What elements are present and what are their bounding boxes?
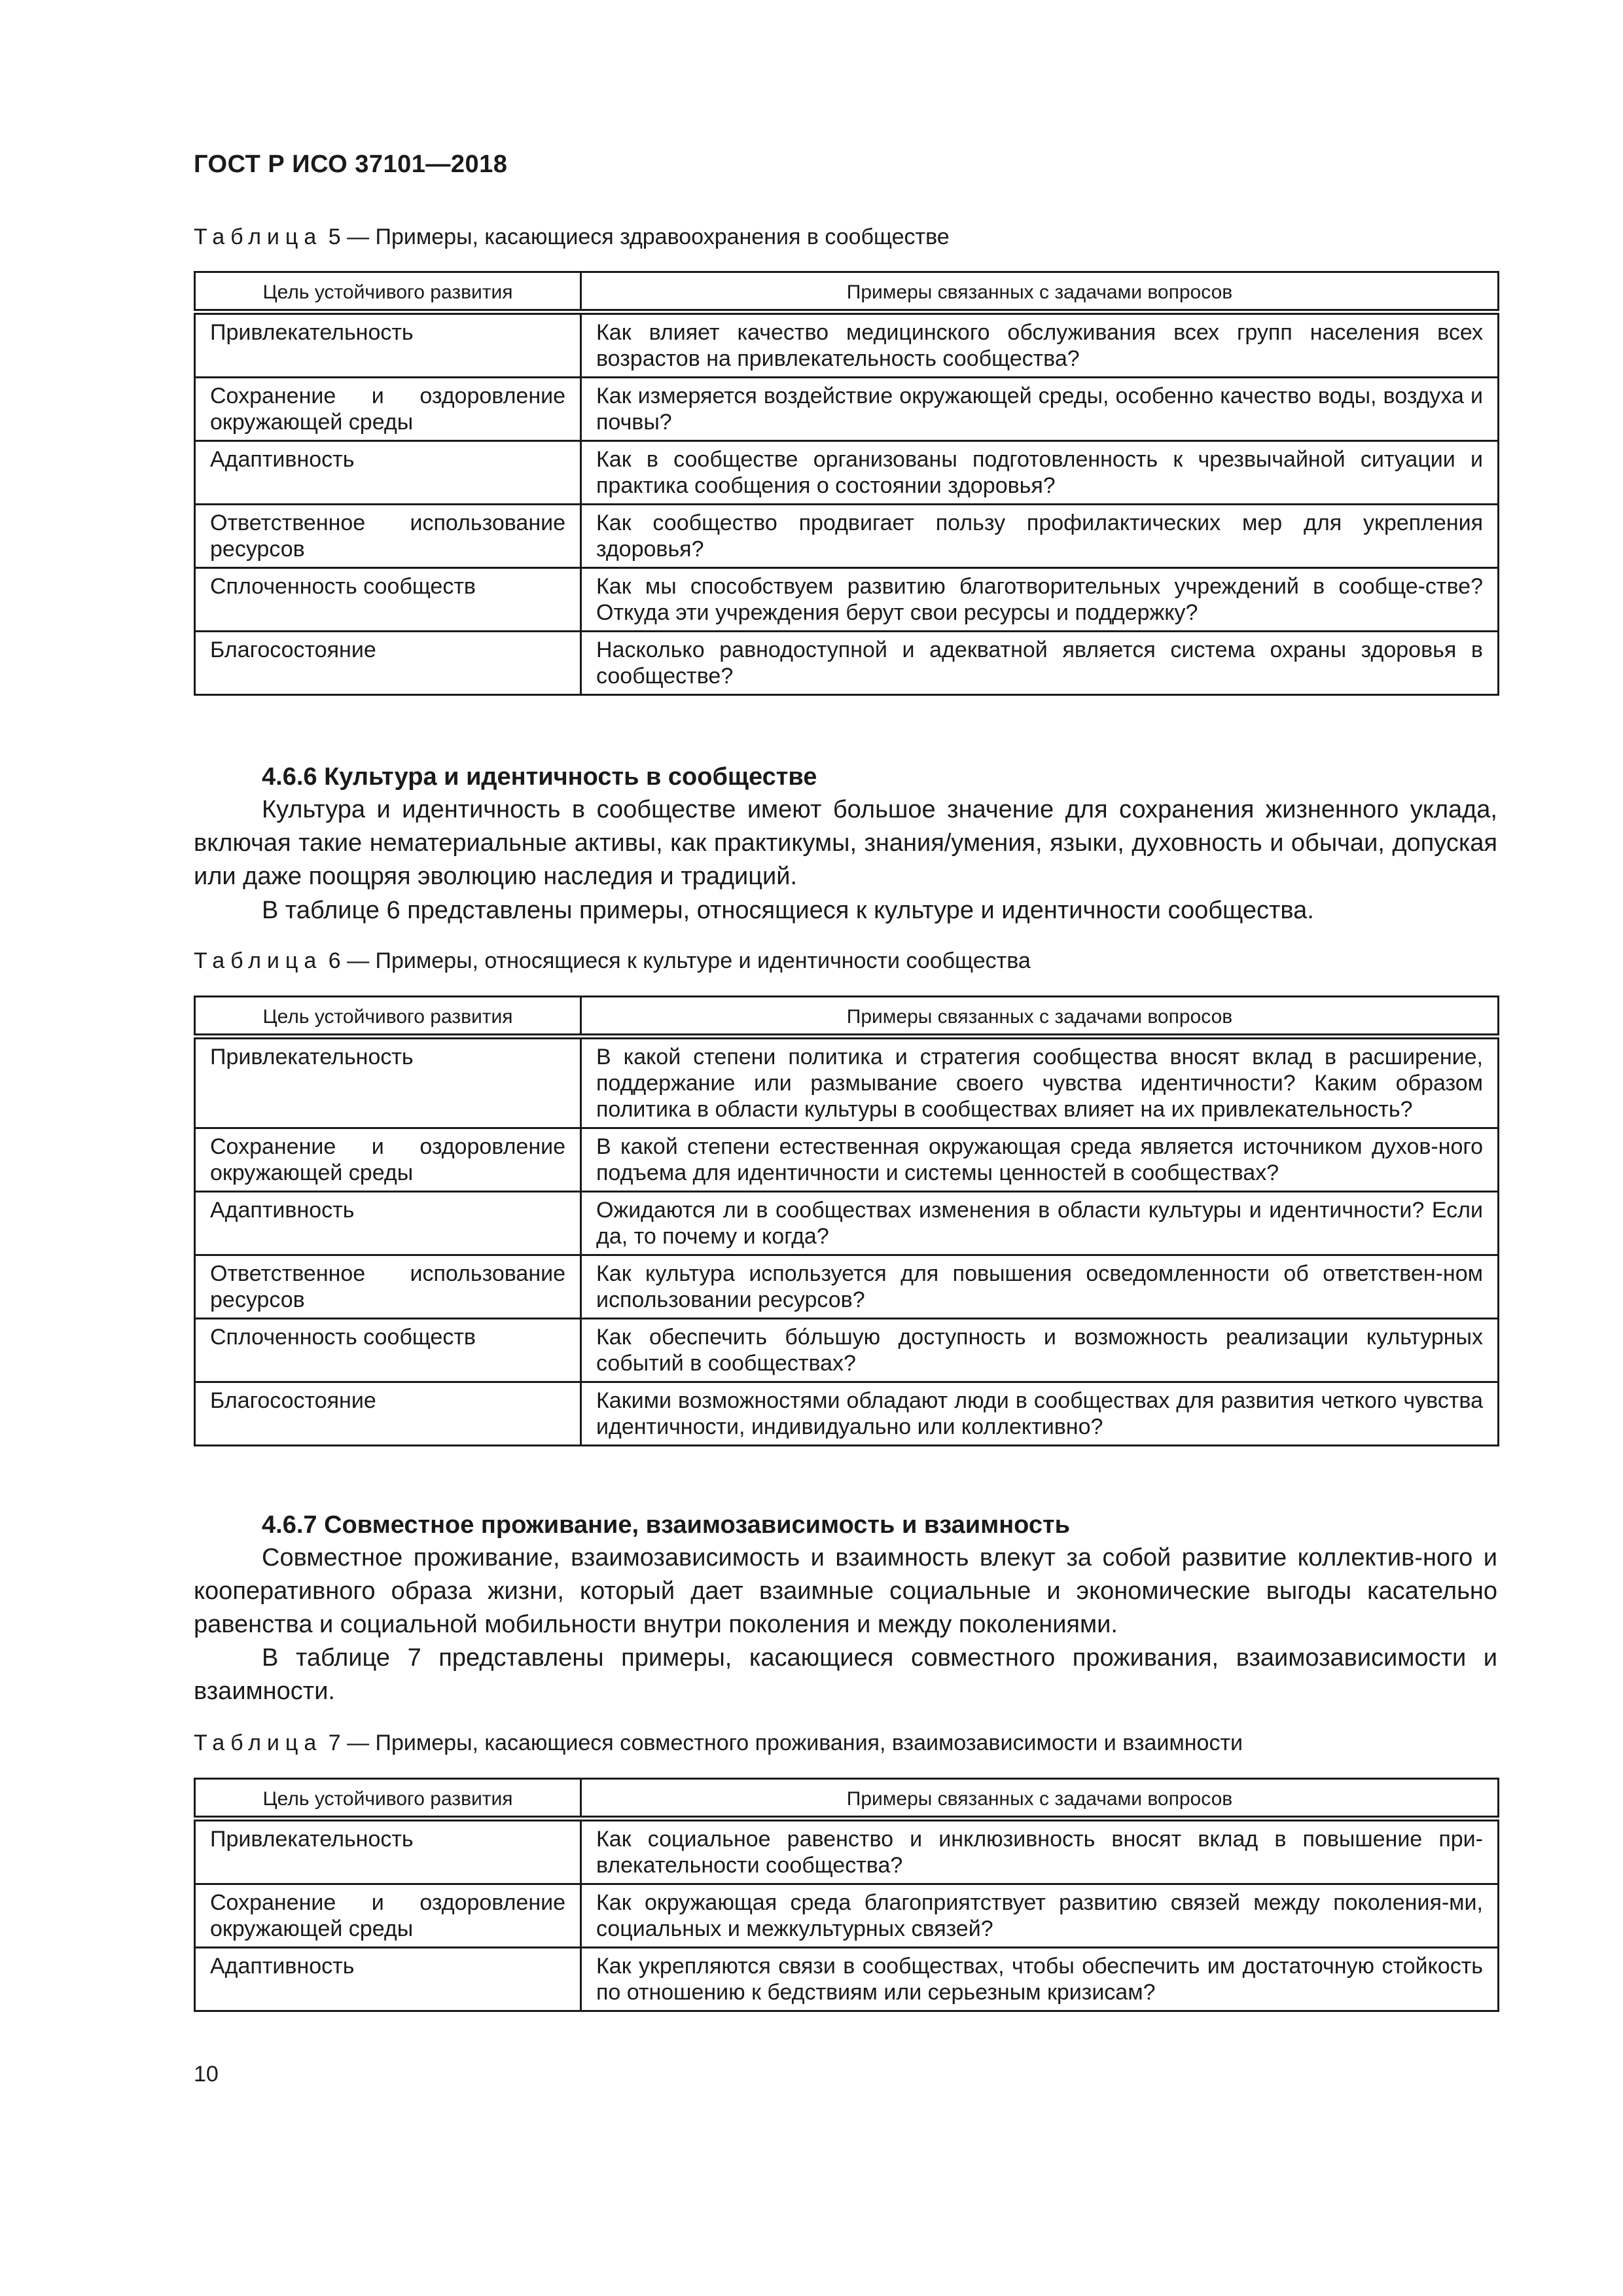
table-row — [195, 378, 1499, 441]
question-cell: Какими возможностями обладают люди в сообществах для развития четкого чувства идентичности, индивидуально или коллективно? — [581, 1382, 1499, 1446]
table-row — [195, 441, 1499, 505]
table-5 — [194, 271, 1499, 696]
section-4-6-6-paragraph-1: Культура и идентичность в сообществе имеют большое значение для сохранения жизненного уклада, включая такие нематериальные активы, как практикумы, знания/умения, языки, духовность и обычаи, допуская или даже поощряя эволюцию наследия и традиций. — [194, 796, 1497, 890]
question-cell: Как сообщество продвигает пользу профилактических мер для укрепления здоровья? — [581, 505, 1499, 568]
goal-cell: Сохранение и оздоровление окружающей среды — [195, 1884, 581, 1948]
question-cell: В какой степени политика и стратегия сообщества вносят вклад в расширение, поддержание или размывание своего чувства идентичности? Каким образом политика в области культуры в сообществах влияет на их привлекательность? — [581, 1037, 1499, 1128]
table-row — [195, 1382, 1499, 1446]
table-row — [195, 1255, 1499, 1319]
table-header-row — [195, 1779, 1499, 1819]
table-6-caption-word: Таблица — [194, 948, 323, 973]
question-cell: Как социальное равенство и инклюзивность вносят вклад в повышение при-влекательности сообщества? — [581, 1819, 1499, 1884]
column-header-examples: Примеры связанных с задачами вопросов — [581, 997, 1499, 1037]
table-7 — [194, 1778, 1499, 2012]
question-cell: В какой степени естественная окружающая среда является источником духов-ного подъема для идентичности и системы ценностей в сообществах? — [581, 1128, 1499, 1192]
table-5-caption-word: Таблица — [194, 224, 323, 249]
column-header-examples: Примеры связанных с задачами вопросов — [581, 272, 1499, 312]
section-4-6-7-paragraph-1: Совместное проживание, взаимозависимость и взаимность влекут за собой развитие коллектив-ного и кооперативного образа жизни, который дает взаимные социальные и экономические выгоды касательно равенства и социальной мобильности внутри поколения и между поколениями. — [194, 1544, 1497, 1638]
question-cell: Как культура используется для повышения осведомленности об ответствен-ном использовании ресурсов? — [581, 1255, 1499, 1319]
section-4-6-7-heading: 4.6.7 Совместное проживание, взаимозависимость и взаимность — [262, 1511, 1070, 1539]
goal-cell: Ответственное использование ресурсов — [195, 1255, 581, 1319]
question-cell: Как окружающая среда благоприятствует развитию связей между поколения-ми, социальных и межкультурных связей? — [581, 1884, 1499, 1948]
table-row — [195, 568, 1499, 632]
table-row — [195, 1948, 1499, 2011]
table-5-caption-text: 5 — Примеры, касающиеся здравоохранения в сообществе — [322, 224, 950, 249]
question-cell: Как измеряется воздействие окружающей среды, особенно качество воды, воздуха и почвы? — [581, 378, 1499, 441]
table-7-caption-word: Таблица — [194, 1731, 323, 1755]
question-cell: Как обеспечить бо́льшую доступность и возможность реализации культурных событий в сообществах? — [581, 1319, 1499, 1382]
table-row — [195, 1319, 1499, 1382]
column-header-goal: Цель устойчивого развития — [195, 997, 581, 1037]
goal-cell: Благосостояние — [195, 632, 581, 695]
table-row — [195, 312, 1499, 378]
table-5-caption — [194, 224, 950, 250]
goal-cell: Привлекательность — [195, 1037, 581, 1128]
question-cell: Как укрепляются связи в сообществах, чтобы обеспечить им достаточную стойкость по отношению к бедствиям или серьезным кризисам? — [581, 1948, 1499, 2011]
column-header-examples: Примеры связанных с задачами вопросов — [581, 1779, 1499, 1819]
table-row — [195, 1037, 1499, 1128]
question-cell: Ожидаются ли в сообществах изменения в области культуры и идентичности? Если да, то почему и когда? — [581, 1192, 1499, 1255]
goal-cell: Привлекательность — [195, 312, 581, 378]
question-cell: Как влияет качество медицинского обслуживания всех групп населения всех возрастов на привлекательность сообщества? — [581, 312, 1499, 378]
question-cell: Как мы способствуем развитию благотворительных учреждений в сообще-стве? Откуда эти учреждения берут свои ресурсы и поддержку? — [581, 568, 1499, 632]
goal-cell: Ответственное использование ресурсов — [195, 505, 581, 568]
table-header-row — [195, 272, 1499, 312]
goal-cell: Адаптивность — [195, 1192, 581, 1255]
question-cell: Насколько равнодоступной и адекватной является система охраны здоровья в сообществе? — [581, 632, 1499, 695]
question-cell: Как в сообществе организованы подготовленность к чрезвычайной ситуации и практика сообщения о состоянии здоровья? — [581, 441, 1499, 505]
table-7-caption — [194, 1730, 1243, 1756]
table-row — [195, 505, 1499, 568]
table-6-caption-text: 6 — Примеры, относящиеся к культуре и идентичности сообщества — [322, 948, 1031, 973]
goal-cell: Благосостояние — [195, 1382, 581, 1446]
section-4-6-6-paragraph-2: В таблице 6 представлены примеры, относящиеся к культуре и идентичности сообщества. — [262, 897, 1314, 924]
goal-cell: Сохранение и оздоровление окружающей среды — [195, 1128, 581, 1192]
section-4-6-6-heading: 4.6.6 Культура и идентичность в сообществе — [262, 763, 817, 791]
table-6 — [194, 996, 1499, 1446]
goal-cell: Сплоченность сообществ — [195, 568, 581, 632]
goal-cell: Привлекательность — [195, 1819, 581, 1884]
goal-cell: Сохранение и оздоровление окружающей среды — [195, 378, 581, 441]
table-6-caption — [194, 948, 1031, 974]
table-header-row — [195, 997, 1499, 1037]
table-row — [195, 1192, 1499, 1255]
goal-cell: Адаптивность — [195, 441, 581, 505]
goal-cell: Сплоченность сообществ — [195, 1319, 581, 1382]
column-header-goal: Цель устойчивого развития — [195, 1779, 581, 1819]
section-4-6-7-paragraph-2: В таблице 7 представлены примеры, касающиеся совместного проживания, взаимозависимости и взаимности. — [194, 1644, 1497, 1705]
column-header-goal: Цель устойчивого развития — [195, 272, 581, 312]
table-row — [195, 632, 1499, 695]
document-code-header: ГОСТ Р ИСО 37101—2018 — [194, 151, 508, 178]
goal-cell: Адаптивность — [195, 1948, 581, 2011]
table-7-caption-text: 7 — Примеры, касающиеся совместного проживания, взаимозависимости и взаимности — [322, 1731, 1243, 1755]
table-row — [195, 1128, 1499, 1192]
page-number: 10 — [194, 2062, 219, 2087]
table-row — [195, 1819, 1499, 1884]
table-row — [195, 1884, 1499, 1948]
